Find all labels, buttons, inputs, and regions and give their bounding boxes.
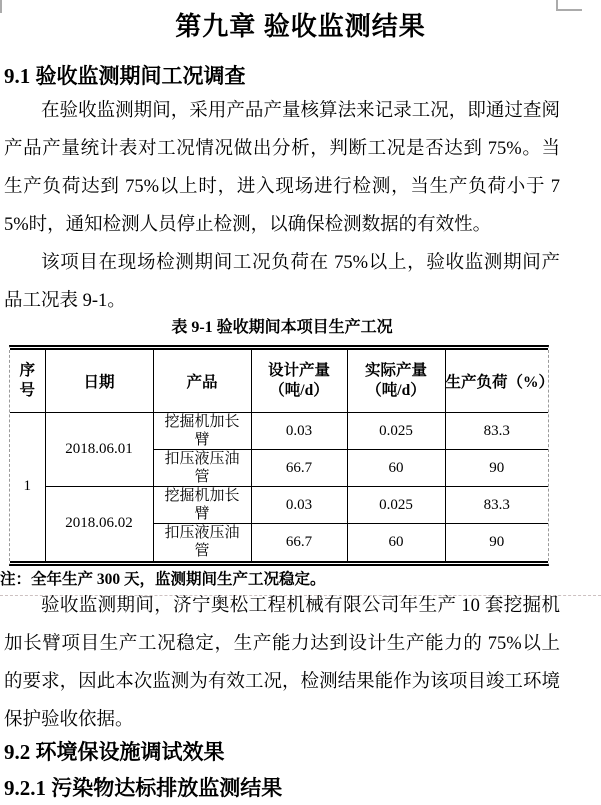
header-product: 产品 xyxy=(153,350,251,413)
cell-product xyxy=(153,413,251,450)
cell-actual: 0.025 xyxy=(347,413,445,450)
page-corner-mark-left xyxy=(0,0,2,13)
cell-actual: 60 xyxy=(347,524,445,561)
page-corner-mark-right xyxy=(556,0,582,11)
table-row xyxy=(10,413,548,450)
header-design-line2: （吨/d） xyxy=(269,382,329,399)
cell-product xyxy=(153,524,251,561)
table-note: 注：全年生产 300 天，监测期间生产工况稳定。 xyxy=(0,570,326,588)
cell-load: 83.3 xyxy=(445,487,548,524)
cell-load: 90 xyxy=(445,450,548,487)
cell-seq: 1 xyxy=(10,413,45,561)
product-name: 挖掘机加长臂 xyxy=(164,488,240,522)
cell-load: 83.3 xyxy=(445,413,548,450)
paragraph-workload-method: 在验收监测期间，采用产品产量核算法来记录工况，即通过查阅产品产量统计表对工况情况做出分析，判断工况是否达到 75%。当生产负荷达到 75%以上时，进入现场进行检测，当生产负荷小于 75%时，通知检测人员停止检测，以确保检测数据的有效性。 xyxy=(4,101,560,235)
header-design xyxy=(251,350,347,413)
production-table-frame xyxy=(9,345,555,566)
cell-design: 0.03 xyxy=(251,413,347,450)
page-content xyxy=(0,12,560,800)
header-load: 生产负荷（%） xyxy=(445,350,548,413)
cell-load: 90 xyxy=(445,524,548,561)
table-row xyxy=(10,487,548,524)
header-actual-line2: （吨/d） xyxy=(366,382,426,399)
section-heading-9-2-1: 9.2.1 污染物达标排放监测结果 xyxy=(4,775,283,800)
table-caption: 表 9-1 验收期间本项目生产工况 xyxy=(171,319,393,336)
header-actual-line1: 实际产量 xyxy=(364,362,427,379)
header-design-line1: 设计产量 xyxy=(267,362,330,379)
cell-actual: 0.025 xyxy=(347,487,445,524)
header-date: 日期 xyxy=(45,350,153,413)
product-name: 扣压液压油管 xyxy=(164,451,240,485)
cell-product xyxy=(153,450,251,487)
section-heading-9-2: 9.2 环境保设施调试效果 xyxy=(4,739,225,764)
paragraph-load-above-75: 该项目在现场检测期间工况负荷在 75%以上，验收监测期间产品工况表 9-1。 xyxy=(4,253,560,311)
header-seq xyxy=(10,350,45,413)
cell-design: 66.7 xyxy=(251,524,347,561)
header-actual xyxy=(347,350,445,413)
cell-design: 0.03 xyxy=(251,487,347,524)
product-name: 挖掘机加长臂 xyxy=(164,414,240,448)
section-heading-9-1: 9.1 验收监测期间工况调查 xyxy=(4,64,246,88)
table-header-row xyxy=(10,350,548,413)
cell-date-1: 2018.06.01 xyxy=(45,413,153,487)
cell-product xyxy=(153,487,251,524)
cell-design: 66.7 xyxy=(251,450,347,487)
paragraph-conclusion: 验收监测期间，济宁奥松工程机械有限公司年生产 10 套挖掘机加长臂项目生产工况稳定，生产能力达到设计生产能力的 75%以上的要求，因此本次监测为有效工况，检测结果能作为该项目竣工环境保护验收依据。 xyxy=(4,595,560,730)
product-name: 扣压液压油管 xyxy=(164,525,240,560)
cell-actual: 60 xyxy=(347,450,445,487)
chapter-title: 第九章 验收监测结果 xyxy=(175,12,426,41)
production-table xyxy=(10,350,555,561)
header-seq-label: 序号 xyxy=(19,362,35,399)
cell-date-2: 2018.06.02 xyxy=(45,487,153,561)
